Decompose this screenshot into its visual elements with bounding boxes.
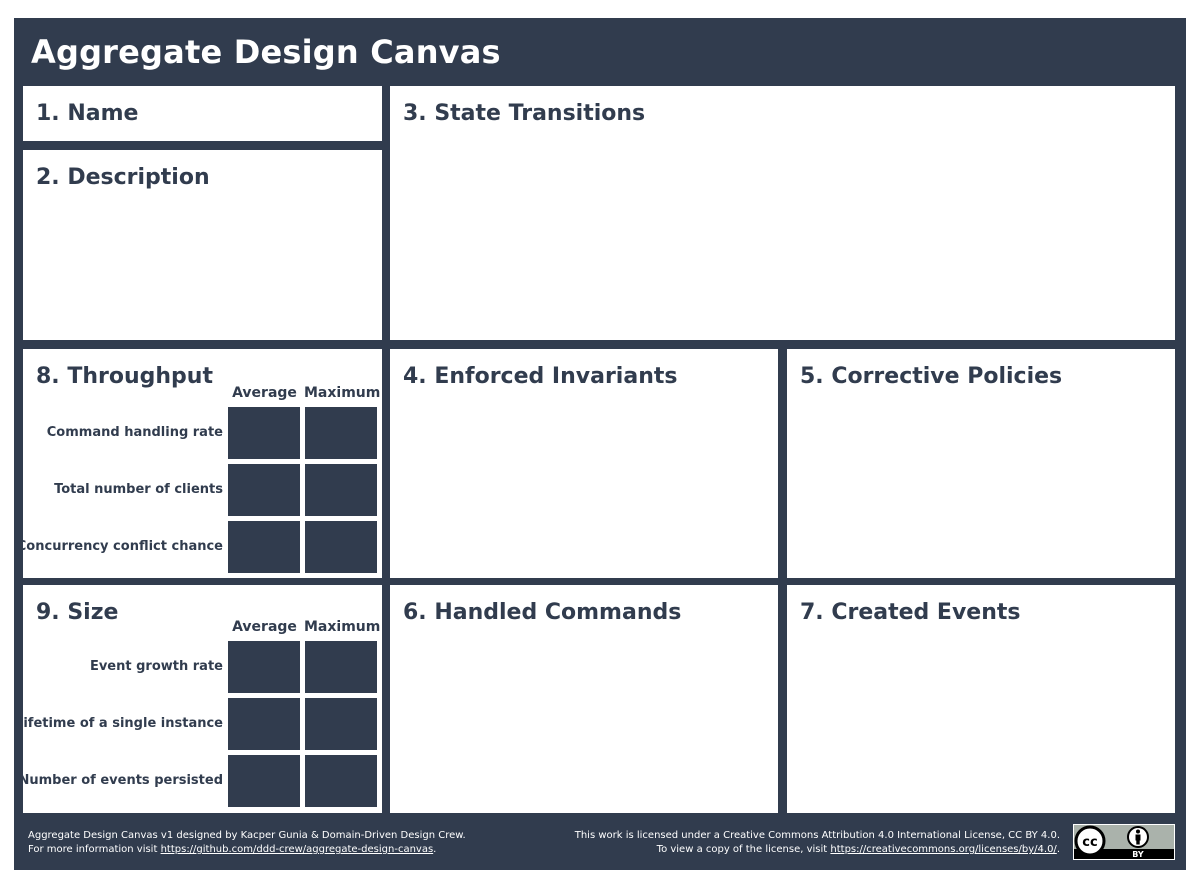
panel-throughput [16, 349, 382, 578]
throughput-cell-concurrency-conflict-chance-average[interactable] [228, 521, 300, 573]
panel-created-events-title: 7. Created Events [800, 600, 1021, 625]
panel-throughput-title: 8. Throughput [36, 364, 213, 389]
license-link[interactable]: https://creativecommons.org/licenses/by/4.0/ [830, 844, 1057, 855]
panel-state-transitions-title: 3. State Transitions [403, 101, 646, 126]
panel-handled-commands[interactable] [390, 585, 778, 813]
panel-enforced-invariants-title: 4. Enforced Invariants [403, 364, 678, 389]
panel-handled-commands-title: 6. Handled Commands [403, 600, 682, 625]
size-cell-event-growth-rate-average[interactable] [228, 641, 300, 693]
panel-state-transitions[interactable] [390, 86, 1175, 340]
panel-enforced-invariants[interactable] [390, 349, 778, 578]
canvas-title: Aggregate Design Canvas [31, 33, 501, 71]
throughput-cell-total-number-of-clients-maximum[interactable] [305, 464, 377, 516]
footer-credits-line1: Aggregate Design Canvas v1 designed by Kacper Gunia & Domain-Driven Design Crew. [28, 830, 466, 841]
footer-credits-suffix: . [433, 844, 437, 855]
size-row-number-of-events-persisted: Number of events persisted [18, 773, 223, 788]
footer-license-prefix: To view a copy of the license, visit [656, 844, 831, 855]
cc-by-badge[interactable] [1073, 824, 1175, 860]
cc-icon-text: cc [1082, 835, 1098, 850]
throughput-row-concurrency-conflict-chance: Concurrency conflict chance [16, 539, 223, 554]
size-cell-lifetime-of-a-single-instance-average[interactable] [228, 698, 300, 750]
canvas-frame [14, 18, 1186, 870]
size-column-average: Average [232, 619, 297, 635]
panel-name[interactable] [23, 86, 382, 141]
size-row-event-growth-rate: Event growth rate [89, 659, 223, 674]
throughput-cell-total-number-of-clients-average[interactable] [228, 464, 300, 516]
panel-corrective-policies[interactable] [787, 349, 1175, 578]
footer-license-suffix: . [1056, 844, 1060, 855]
size-cell-event-growth-rate-maximum[interactable] [305, 641, 377, 693]
size-row-lifetime-of-a-single-instance: Lifetime of a single instance [15, 716, 223, 731]
panel-description[interactable] [23, 150, 382, 340]
size-cell-lifetime-of-a-single-instance-maximum[interactable] [305, 698, 377, 750]
panel-size-title: 9. Size [36, 600, 119, 625]
cc-icon [1076, 827, 1104, 855]
footer-credits [28, 829, 466, 857]
throughput-row-total-number-of-clients: Total number of clients [54, 482, 223, 497]
throughput-row-command-handling-rate: Command handling rate [46, 425, 223, 440]
size-cell-number-of-events-persisted-average[interactable] [228, 755, 300, 807]
panel-name-title: 1. Name [36, 101, 139, 126]
footer-credits-line2 [28, 843, 466, 857]
attribution-person-icon [1128, 827, 1148, 847]
throughput-cell-concurrency-conflict-chance-maximum[interactable] [305, 521, 377, 573]
footer-credits-prefix: For more information visit [28, 844, 161, 855]
throughput-column-maximum: Maximum [304, 385, 381, 401]
throughput-cell-command-handling-rate-average[interactable] [228, 407, 300, 459]
size-cell-number-of-events-persisted-maximum[interactable] [305, 755, 377, 807]
footer-license-line2 [575, 843, 1060, 857]
panel-corrective-policies-title: 5. Corrective Policies [800, 364, 1063, 389]
size-column-maximum: Maximum [304, 619, 381, 635]
panel-created-events[interactable] [787, 585, 1175, 813]
throughput-cell-command-handling-rate-maximum[interactable] [305, 407, 377, 459]
badge-by-text: BY [1132, 850, 1144, 859]
panel-size [15, 585, 382, 813]
throughput-column-average: Average [232, 385, 297, 401]
footer-license [575, 829, 1060, 857]
footer-license-line1: This work is licensed under a Creative Commons Attribution 4.0 International License, CC BY 4.0. [574, 830, 1060, 841]
panel-description-title: 2. Description [36, 165, 210, 190]
github-link[interactable]: https://github.com/ddd-crew/aggregate-design-canvas [160, 844, 434, 855]
cc-by-badge-graphic [1074, 825, 1174, 859]
